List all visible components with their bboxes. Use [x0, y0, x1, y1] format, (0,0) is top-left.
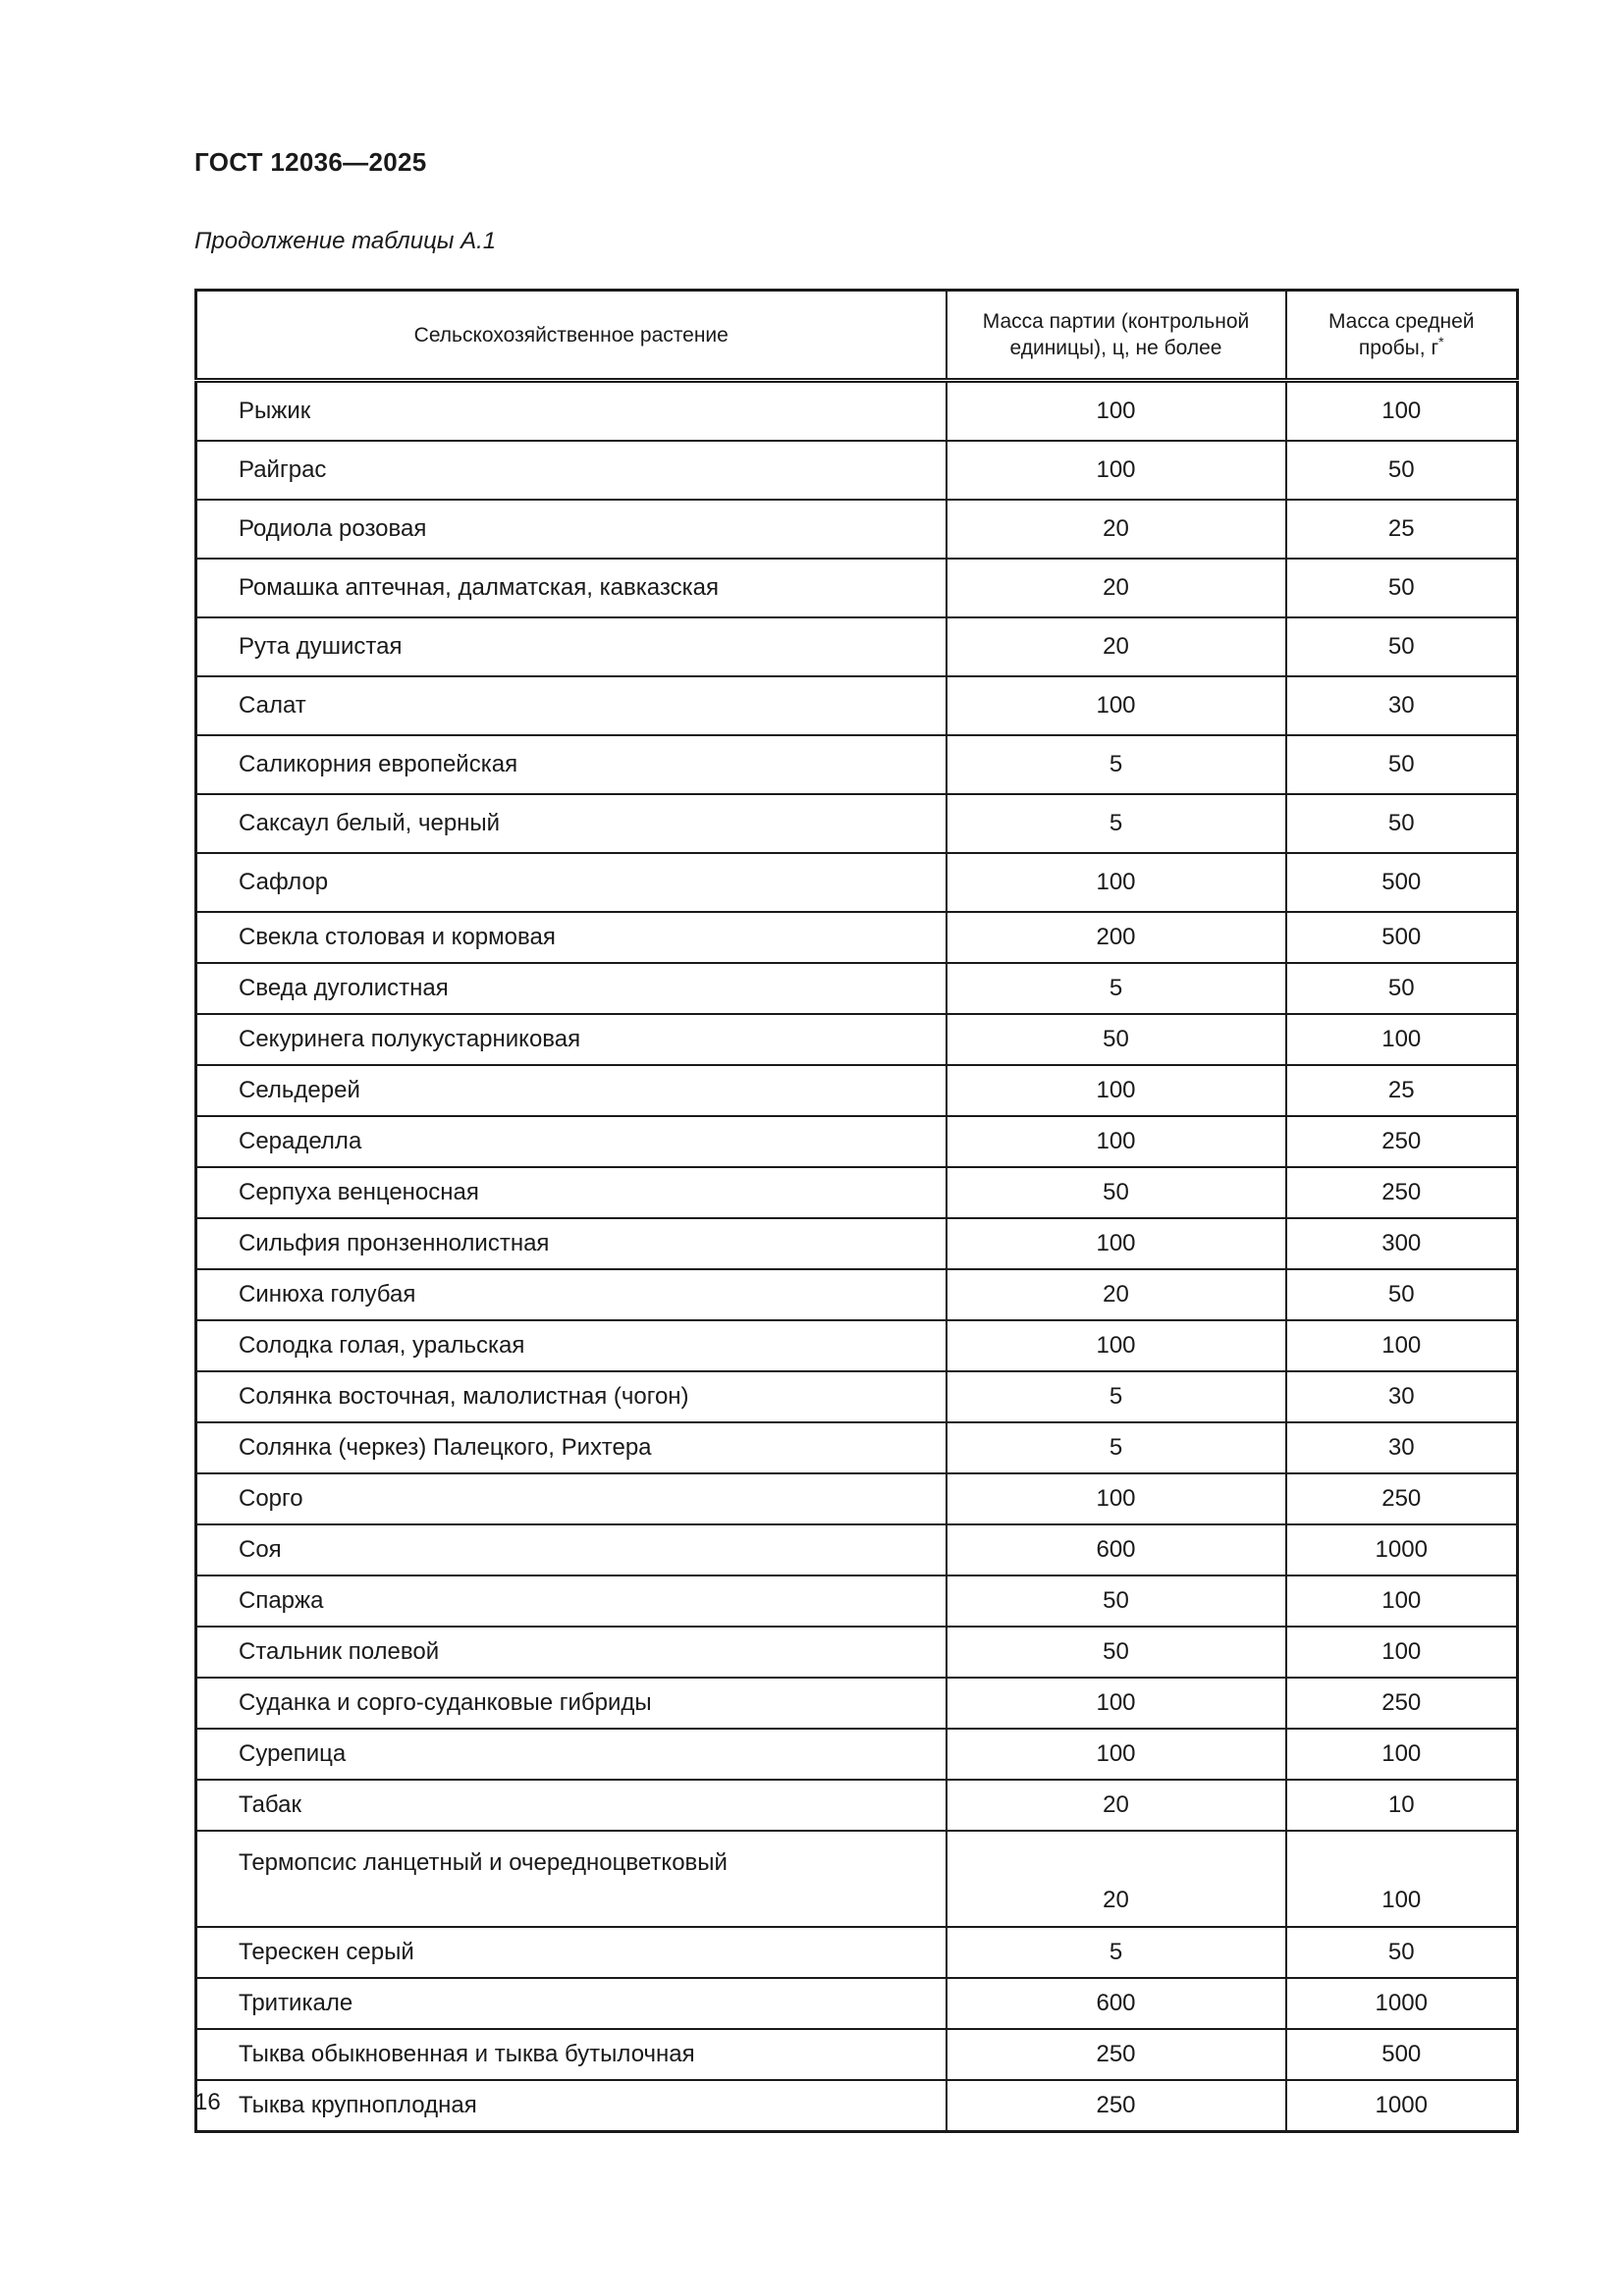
lot-mass-cell: 20 [947, 1269, 1286, 1320]
plant-name-cell: Термопсис ланцетный и очередноцветковый [196, 1831, 947, 1927]
lot-mass-cell: 100 [947, 853, 1286, 912]
lot-mass-cell: 100 [947, 1473, 1286, 1524]
sample-mass-cell: 30 [1286, 676, 1518, 735]
table-row [196, 912, 1518, 963]
table-row [196, 963, 1518, 1014]
plant-name-cell: Серпуха венценосная [196, 1167, 947, 1218]
sample-mass-cell: 250 [1286, 1473, 1518, 1524]
footnote-mark: * [1438, 334, 1444, 349]
plant-name-cell: Салат [196, 676, 947, 735]
sample-mass-cell: 50 [1286, 735, 1518, 794]
table-body [196, 381, 1518, 2132]
lot-mass-cell: 5 [947, 1422, 1286, 1473]
plant-name-cell: Сельдерей [196, 1065, 947, 1116]
sample-mass-cell: 25 [1286, 1065, 1518, 1116]
table-row [196, 2080, 1518, 2132]
sample-mass-cell: 25 [1286, 500, 1518, 559]
sample-mass-cell: 50 [1286, 1927, 1518, 1978]
sample-mass-cell: 250 [1286, 1167, 1518, 1218]
table-row [196, 1320, 1518, 1371]
sample-mass-cell: 500 [1286, 912, 1518, 963]
table-row [196, 1780, 1518, 1831]
plant-name-cell: Спаржа [196, 1575, 947, 1627]
table-row [196, 1218, 1518, 1269]
plant-name-cell: Саксаул белый, черный [196, 794, 947, 853]
table-row [196, 1371, 1518, 1422]
sample-mass-cell: 50 [1286, 1269, 1518, 1320]
lot-mass-cell: 20 [947, 559, 1286, 617]
seed-sample-table [194, 289, 1519, 2133]
sample-mass-cell: 100 [1286, 1627, 1518, 1678]
sample-mass-cell: 250 [1286, 1116, 1518, 1167]
sample-mass-cell: 300 [1286, 1218, 1518, 1269]
lot-mass-cell: 100 [947, 441, 1286, 500]
plant-name-cell: Райграс [196, 441, 947, 500]
lot-mass-cell: 200 [947, 912, 1286, 963]
table-caption: Продолжение таблицы А.1 [194, 228, 497, 254]
lot-mass-cell: 100 [947, 1320, 1286, 1371]
table-row [196, 1422, 1518, 1473]
lot-mass-cell: 20 [947, 500, 1286, 559]
lot-mass-cell: 20 [947, 617, 1286, 676]
plant-name-cell: Сурепица [196, 1729, 947, 1780]
table-row [196, 1116, 1518, 1167]
plant-name-cell: Тыква обыкновенная и тыква бутылочная [196, 2029, 947, 2080]
sample-mass-cell: 50 [1286, 617, 1518, 676]
lot-mass-cell: 100 [947, 1116, 1286, 1167]
sample-mass-cell: 100 [1286, 1320, 1518, 1371]
sample-mass-cell: 50 [1286, 441, 1518, 500]
table-row [196, 676, 1518, 735]
plant-name-cell: Суданка и сорго-суданковые гибриды [196, 1678, 947, 1729]
sample-mass-cell: 1000 [1286, 1524, 1518, 1575]
sample-mass-cell: 100 [1286, 381, 1518, 442]
lot-mass-cell: 5 [947, 963, 1286, 1014]
plant-name-cell: Синюха голубая [196, 1269, 947, 1320]
table-row [196, 1269, 1518, 1320]
lot-mass-cell: 250 [947, 2029, 1286, 2080]
table-row [196, 500, 1518, 559]
lot-mass-cell: 100 [947, 1678, 1286, 1729]
lot-mass-cell: 5 [947, 1371, 1286, 1422]
lot-mass-cell: 50 [947, 1167, 1286, 1218]
lot-mass-cell: 100 [947, 1729, 1286, 1780]
table-row [196, 1524, 1518, 1575]
table-row [196, 1831, 1518, 1927]
table-row [196, 1978, 1518, 2029]
table-row [196, 381, 1518, 442]
plant-name-cell: Соя [196, 1524, 947, 1575]
sample-mass-cell: 250 [1286, 1678, 1518, 1729]
sample-mass-cell: 10 [1286, 1780, 1518, 1831]
document-code: ГОСТ 12036—2025 [194, 147, 427, 177]
table-row [196, 1014, 1518, 1065]
lot-mass-cell: 250 [947, 2080, 1286, 2132]
sample-mass-cell: 1000 [1286, 2080, 1518, 2132]
sample-mass-cell: 500 [1286, 2029, 1518, 2080]
lot-mass-cell: 600 [947, 1524, 1286, 1575]
table-row [196, 794, 1518, 853]
sample-mass-cell: 50 [1286, 794, 1518, 853]
table-row [196, 1575, 1518, 1627]
sample-mass-cell: 50 [1286, 963, 1518, 1014]
plant-name-cell: Саликорния европейская [196, 735, 947, 794]
column-header-sample-mass-text: Масса средней пробы, г [1327, 310, 1475, 359]
lot-mass-cell: 5 [947, 794, 1286, 853]
sample-mass-cell: 30 [1286, 1371, 1518, 1422]
table-row [196, 853, 1518, 912]
page-number: 16 [194, 2089, 221, 2115]
sample-mass-cell: 50 [1286, 559, 1518, 617]
plant-name-cell: Сильфия пронзеннолистная [196, 1218, 947, 1269]
table-row [196, 559, 1518, 617]
lot-mass-cell: 100 [947, 1065, 1286, 1116]
plant-name-cell: Свекла столовая и кормовая [196, 912, 947, 963]
lot-mass-cell: 50 [947, 1575, 1286, 1627]
plant-name-cell: Рута душистая [196, 617, 947, 676]
plant-name-cell: Сорго [196, 1473, 947, 1524]
plant-name-cell: Секуринега полукустарниковая [196, 1014, 947, 1065]
lot-mass-cell: 100 [947, 676, 1286, 735]
sample-mass-cell: 30 [1286, 1422, 1518, 1473]
plant-name-cell: Сераделла [196, 1116, 947, 1167]
plant-name-cell: Рыжик [196, 381, 947, 442]
lot-mass-cell: 50 [947, 1627, 1286, 1678]
table-row [196, 1473, 1518, 1524]
column-header-sample-mass [1286, 291, 1518, 381]
plant-name-cell: Стальник полевой [196, 1627, 947, 1678]
table-row [196, 735, 1518, 794]
sample-mass-cell: 100 [1286, 1014, 1518, 1065]
table-row [196, 1729, 1518, 1780]
table-row [196, 441, 1518, 500]
sample-mass-cell: 100 [1286, 1729, 1518, 1780]
sample-mass-cell: 1000 [1286, 1978, 1518, 2029]
table-row [196, 1167, 1518, 1218]
lot-mass-cell: 600 [947, 1978, 1286, 2029]
plant-name-cell: Солянка (черкез) Палецкого, Рихтера [196, 1422, 947, 1473]
table-row [196, 1065, 1518, 1116]
table-row [196, 1927, 1518, 1978]
column-header-plant: Сельскохозяйственное растение [196, 291, 947, 381]
lot-mass-cell: 50 [947, 1014, 1286, 1065]
table-row [196, 2029, 1518, 2080]
column-header-lot-mass: Масса партии (контрольной единицы), ц, не более [947, 291, 1286, 381]
plant-name-cell: Сведа дуголистная [196, 963, 947, 1014]
sample-mass-cell: 100 [1286, 1831, 1518, 1927]
plant-name-cell: Солодка голая, уральская [196, 1320, 947, 1371]
plant-name-cell: Сафлор [196, 853, 947, 912]
plant-name-cell: Солянка восточная, малолистная (чогон) [196, 1371, 947, 1422]
plant-name-cell: Тритикале [196, 1978, 947, 2029]
lot-mass-cell: 5 [947, 1927, 1286, 1978]
table-row [196, 617, 1518, 676]
plant-name-cell: Табак [196, 1780, 947, 1831]
table-row [196, 1678, 1518, 1729]
lot-mass-cell: 20 [947, 1780, 1286, 1831]
plant-name-cell: Родиола розовая [196, 500, 947, 559]
plant-name-cell: Тыква крупноплодная [196, 2080, 947, 2132]
lot-mass-cell: 100 [947, 1218, 1286, 1269]
table-row [196, 1627, 1518, 1678]
plant-name-cell: Ромашка аптечная, далматская, кавказская [196, 559, 947, 617]
lot-mass-cell: 20 [947, 1831, 1286, 1927]
table-header-row [196, 291, 1518, 381]
sample-mass-cell: 500 [1286, 853, 1518, 912]
plant-name-cell: Терескен серый [196, 1927, 947, 1978]
lot-mass-cell: 5 [947, 735, 1286, 794]
sample-mass-cell: 100 [1286, 1575, 1518, 1627]
lot-mass-cell: 100 [947, 381, 1286, 442]
